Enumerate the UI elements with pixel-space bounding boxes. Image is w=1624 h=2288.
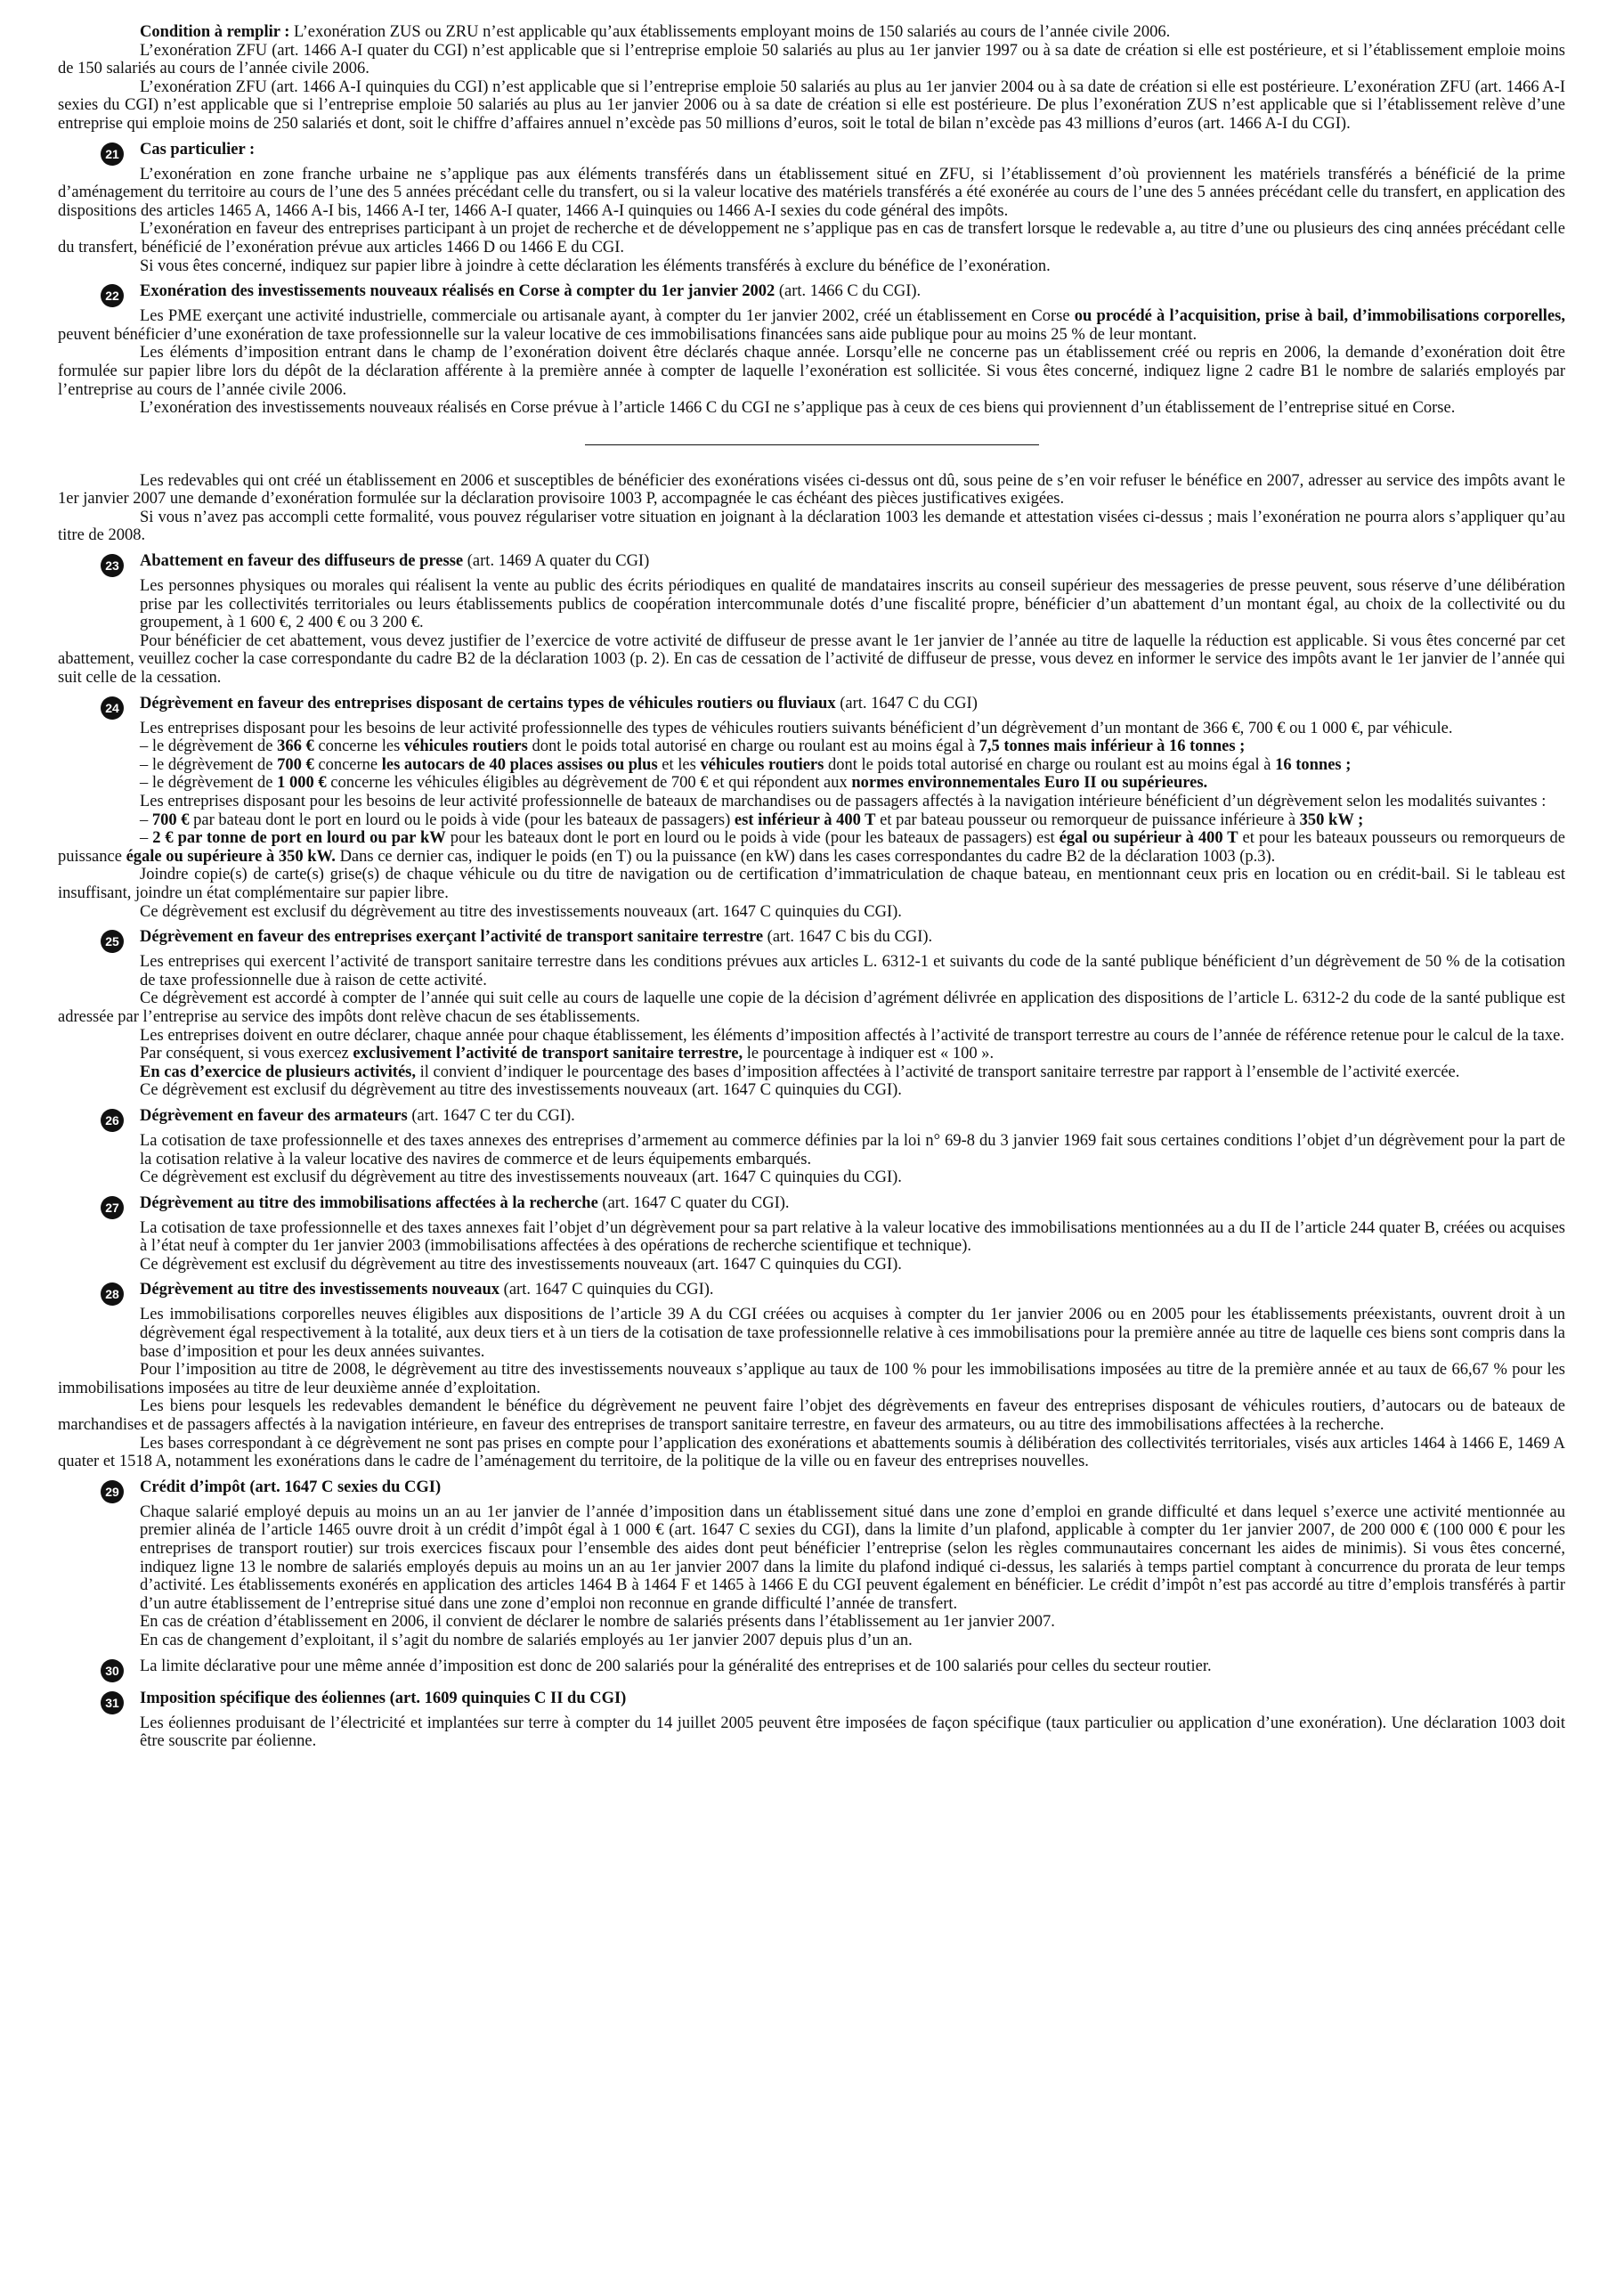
section-number-badge: 23 (101, 554, 124, 577)
section-number-badge: 24 (101, 696, 124, 720)
section-29-paragraph: En cas de création d’établissement en 2006, il convient de déclarer le nombre de salariés présents dans l’établissement au 1er janvier 2007. (140, 1613, 1055, 1632)
zfu-paragraph-2: L’exonération ZFU (art. 1466 A-I quinquies du CGI) n’est applicable que si l’entreprise emploie 50 salariés au plus au 1er janvier 2004 ou à sa date de création si elle est postérieure. L’exonération ZFU (art. 1466 A-I sexies du CGI) n’est applicable que si l’entreprise emploie 50 salariés au plus au 1er janvier 2006 ou à sa date de création si elle est postérieure. De plus l’exonération ZUS n’est applicable que si l’établissement relève d’une entreprise qui emploie moins de 250 salariés et dont, soit le chiffre d’affaires annuel n’excède pas 50 millions d’euros, soit le total de bilan n’excède pas 43 millions d’euros (art. 1466 A-I du CGI). (58, 77, 1565, 133)
section-25-paragraph: En cas d’exercice de plusieurs activités, il convient d’indiquer le pourcentage des bases d’imposition affectées à l’activité de transport sanitaire terrestre par rapport à l’ensemble de l’activité exercée. (140, 1063, 1460, 1081)
section-29-paragraph: En cas de changement d’exploitant, il s’agit du nombre de salariés employés au 1er janvier 2007 depuis plus d’un an. (140, 1631, 913, 1649)
section-21-paragraph: Si vous êtes concerné, indiquez sur papier libre à joindre à cette déclaration les éléments transférés à exclure du bénéfice de l’exonération. (140, 256, 1051, 275)
list-item: – le dégrèvement de 1 000 € concerne les véhicules éligibles au dégrèvement de 700 € et qui répondent aux normes environnementales Euro II ou supérieures. (140, 774, 1208, 793)
section-number-badge: 29 (101, 1480, 124, 1503)
section-number-badge: 22 (101, 284, 124, 307)
section-24-paragraph: Ce dégrèvement est exclusif du dégrèvement au titre des investissements nouveaux (art. 1647 C quinquies du CGI). (140, 902, 902, 921)
document-page (58, 23, 1565, 1751)
section-25-paragraph: Ce dégrèvement est exclusif du dégrèvement au titre des investissements nouveaux (art. 1647 C quinquies du CGI). (140, 1081, 902, 1100)
section-number-badge: 27 (101, 1196, 124, 1219)
section-22-paragraph: L’exonération des investissements nouveaux réalisés en Corse prévue à l’article 1466 C du CGI ne s’applique pas à ceux de ces biens qui proviennent d’un établissement de l’entreprise situé en Corse. (140, 399, 1456, 418)
section-number-badge: 30 (101, 1659, 124, 1682)
section-28-paragraph: Les biens pour lesquels les redevables demandent le bénéfice du dégrèvement ne peuvent faire l’objet des dégrèvements en faveur des entreprises disposant de véhicules routiers, d’autocars ou de bateaux de marchandises et de passagers affectés à la navigation intérieure, en faveur des entreprises de transport sanitaire terrestre, en faveur des armateurs, ou au titre des immobilisations affectées à la recherche. (58, 1397, 1565, 1435)
section-22-paragraph: Les éléments d’imposition entrant dans le champ de l’exonération doivent être déclarés chaque année. Lorsqu’elle ne concerne pas un établissement créé ou repris en 2006, la demande d’exonération doit être formulée sur papier libre lors du dépôt de la déclaration afférente à la première année à compter de laquelle l’exonération est sollicitée. Si vous êtes concerné, indiquez ligne 2 cadre B1 le nombre de salariés employés par l’entreprise au cours de l’année civile 2006. (58, 344, 1565, 399)
section-27-paragraph: La cotisation de taxe professionnelle et des taxes annexes fait l’objet d’un dégrèvement pour sa part relative à la valeur locative des immobilisations mentionnées au a du II de l’article 244 quater B, créées ou acquises à l’état neuf à compter du 1er janvier 2003 (immobilisations affectées à des opérations de recherche scientifique et technique). (140, 1218, 1565, 1256)
section-27-heading: 27 Dégrèvement au titre des immobilisations affectées à la recherche (art. 1647 C quater du CGI). (58, 1194, 1565, 1219)
section-28-paragraph: Les bases correspondant à ce dégrèvement ne sont pas prises en compte pour l’application des exonérations et abattements soumis à délibération des collectivités territoriales, visés aux articles 1464 à 1466 E, 1469 A quater et 1518 A, notamment les exonérations dans le cadre de l’aménagement du territoire, de la politique de la ville ou en faveur des entreprises nouvelles. (58, 1434, 1565, 1471)
section-26-paragraph: La cotisation de taxe professionnelle et des taxes annexes des entreprises d’armement au commerce définies par la loi n° 69-8 du 3 janvier 1969 fait sous certaines conditions l’objet d’un dégrèvement pour la part de la cotisation relative à la valeur locative des navires de commerce et de leurs équipements embarqués. (140, 1131, 1565, 1168)
section-26-paragraph: Ce dégrèvement est exclusif du dégrèvement au titre des investissements nouveaux (art. 1647 C quinquies du CGI). (140, 1168, 902, 1187)
section-21-paragraph: L’exonération en zone franche urbaine ne s’applique pas aux éléments transférés dans un établissement situé en ZFU, si l’établissement d’où proviennent les matériels transférés a bénéficié de la prime d’aménagement du territoire au cours de l’une des 5 années précédant celle du transfert, ou si la valeur locative des matériels transférés a été exonérée au cours de l’une des 5 années précédant celle du transfert, en application des dispositions des articles 1465 A, 1466 A-I bis, 1466 A-I ter, 1466 A-I quater, 1466 A-I quinquies ou 1466 A-I sexies du code général des impôts. (58, 165, 1565, 220)
list-item: – 2 € par tonne de port en lourd ou par kW pour les bateaux dont le port en lourd ou le poids à vide (pour les bateaux de passagers) est égal ou supérieur à 400 T et pour les bateaux pousseurs ou remorqueurs de puissance égale ou supérieure à 350 kW. Dans ce dernier cas, indiquer le poids (en T) ou la puissance (en kW) dans les cases correspondantes du cadre B2 de la déclaration 1003 (p.3). (58, 829, 1565, 866)
section-25-paragraph: Par conséquent, si vous exercez exclusivement l’activité de transport sanitaire terrestre, le pourcentage à indiquer est « 100 ». (140, 1045, 995, 1063)
section-23-paragraph: Pour bénéficier de cet abattement, vous devez justifier de l’exercice de votre activité de diffuseur de presse avant le 1er janvier de l’année au titre de laquelle la réduction est applicable. Si vous êtes concerné par cet abattement, veuillez cocher la case correspondante du cadre B2 de la déclaration 1003 (p. 2). En cas de cessation de l’activité de diffuseur de presse, vous devez en informer le service des impôts avant le 1er janvier de l’année qui suit celle de la cessation. (58, 631, 1565, 688)
creation-paragraph: Si vous n’avez pas accompli cette formalité, vous pouvez régulariser votre situation en joignant à la déclaration 1003 les demande et attestation visées ci-dessus ; mais l’exonération ne pourra alors s’appliquer qu’au titre de 2008. (58, 508, 1565, 545)
zfu-paragraph-1: L’exonération ZFU (art. 1466 A-I quater du CGI) n’est applicable que si l’entreprise emploie 50 salariés au plus au 1er janvier 1997 ou à sa date de création si elle est postérieure, et si l’établissement emploie moins de 150 salariés au cours de l’année civile 2006. (58, 41, 1565, 78)
section-27-paragraph: Ce dégrèvement est exclusif du dégrèvement au titre des investissements nouveaux (art. 1647 C quinquies du CGI). (140, 1255, 902, 1274)
section-22-paragraph: Les PME exerçant une activité industrielle, commerciale ou artisanale ayant, à compter du 1er janvier 2002, créé un établissement en Corse ou procédé à l’acquisition, prise à bail, d’immobilisations corporelles, peuvent bénéficier d’une exonération de taxe professionnelle sur la valeur locative de ces immobilisations financées sans aide publique pour au moins 25 % de leur montant. (58, 307, 1565, 344)
section-24-heading: 24 Dégrèvement en faveur des entreprises disposant de certains types de véhicules routiers ou fluviaux (art. 1647 C du CGI) (58, 695, 1565, 720)
list-item: – le dégrèvement de 700 € concerne les autocars de 40 places assises ou plus et les véhicules routiers dont le poids total autorisé en charge ou roulant est au moins égal à 16 tonnes ; (140, 755, 1352, 774)
section-24-paragraph: Les entreprises disposant pour les besoins de leur activité professionnelle de bateaux de marchandises ou de passagers affectés à la navigation intérieure bénéficient d’un dégrèvement selon les modalités suivantes : (140, 793, 1547, 810)
section-31-paragraph: Les éoliennes produisant de l’électricité et implantées sur terre à compter du 14 juillet 2005 peuvent être imposées de façon spécifique (taux particulier ou application d’une exonération). Une déclaration 1003 doit être souscrite par éolienne. (140, 1714, 1565, 1751)
list-item: – le dégrèvement de 366 € concerne les véhicules routiers dont le poids total autorisé en charge ou roulant est au moins égal à 7,5 tonnes mais inférieur à 16 tonnes ; (140, 737, 1246, 756)
section-number-badge: 26 (101, 1109, 124, 1132)
condition-label: Condition à remplir : (140, 23, 290, 41)
condition-paragraph: Condition à remplir : L’exonération ZUS ou ZRU n’est applicable qu’aux établissements employant moins de 150 salariés au cours de l’année civile 2006. (140, 23, 1171, 41)
section-23-paragraph: Les personnes physiques ou morales qui réalisent la vente au public des écrits périodiques en qualité de mandataires inscrits au conseil supérieur des messageries de presse peuvent, sous réserve d’une délibération prise par les collectivités territoriales ou leurs établissements publics de coopération intercommunale dotés d’une fiscalité propre, bénéficier d’un abattement d’un montant égal, au choix de la collectivité ou du groupement, à 1 600 €, 2 400 € ou 3 200 €. (140, 577, 1565, 632)
section-24-paragraph: Joindre copie(s) de carte(s) grise(s) de chaque véhicule ou du titre de navigation ou de certification d’immatriculation de chaque bateau, en mentionnant ceux pris en location ou en crédit-bail. Si le tableau est insuffisant, joindre un état complémentaire sur papier libre. (58, 866, 1565, 902)
section-28-paragraph: Pour l’imposition au titre de 2008, le dégrèvement au titre des investissements nouveaux s’applique au taux de 100 % pour les immobilisations imposées au titre de la première année et au taux de 66,67 % pour les immobilisations imposées au titre de leur deuxième année d’exploitation. (58, 1361, 1565, 1397)
section-number-badge: 21 (101, 142, 124, 166)
section-23-heading: 23 Abattement en faveur des diffuseurs de presse (art. 1469 A quater du CGI) (58, 552, 1565, 577)
separator-line (585, 444, 1039, 445)
section-29-heading: 29 Crédit d’impôt (art. 1647 C sexies du CGI) (58, 1478, 1565, 1503)
section-21-heading: 21 Cas particulier : (58, 141, 1565, 166)
section-25-heading: 25 Dégrèvement en faveur des entreprises exerçant l’activité de transport sanitaire terrestre (art. 1647 C bis du CGI). (58, 928, 1565, 953)
section-24-paragraph: Les entreprises disposant pour les besoins de leur activité professionnelle des types de véhicules routiers suivants bénéficient d’un dégrèvement d’un montant de 366 €, 700 € ou 1 000 €, par véhicule. (140, 719, 1453, 737)
section-number-badge: 25 (101, 930, 124, 953)
section-29-paragraph: Chaque salarié employé depuis au moins un an au 1er janvier de l’année d’imposition dans un établissement situé dans une zone d’emploi en grande difficulté et dans lequel s’exerce une activité mentionnée au premier alinéa de l’article 1465 ouvre droit à un crédit d’impôt égal à 1 000 € (art. 1647 C sexies du CGI), dans la limite d’un plafond, applicable à compter du 1er janvier 2007, de 200 000 € (100 000 € pour les entreprises de transport routier) sur trois exercices fiscaux pour l’ensemble des aides dont peut bénéficier l’entreprise (selon les règles communautaires concernant les aides de minimis). Si vous êtes concerné, indiquez ligne 13 le nombre de salariés employés depuis au moins un an au 1er janvier 2007 dans la limite du plafond indiqué ci-dessus, les salariés à temps partiel comptant à concurrence du prorata de leur temps d’activité. Les établissements exonérés en application des articles 1464 B à 1464 F et 1465 à 1466 E du CGI peuvent également en bénéficier. Le crédit d’impôt n’est pas accordé au titre d’emplois transférés à partir d’un autre établissement de l’entreprise situé dans une zone d’emploi non reconnue en grande difficulté l’année de transfert. (140, 1502, 1565, 1613)
creation-paragraph: Les redevables qui ont créé un établissement en 2006 et susceptibles de bénéficier des exonérations visées ci-dessus ont dû, sous peine de s’en voir refuser le bénéfice en 2007, adresser au service des impôts avant le 1er janvier 2007 une demande d’exonération formulée sur la déclaration provisoire 1003 P, accompagnée le cas échéant des pièces justificatives exigées. (58, 471, 1565, 509)
section-30-paragraph: 30 La limite déclarative pour une même année d’imposition est donc de 200 salariés pour la généralité des entreprises et de 100 salariés pour celles du secteur routier. (58, 1657, 1565, 1682)
section-number-badge: 31 (101, 1691, 124, 1714)
section-21-paragraph: L’exonération en faveur des entreprises participant à un projet de recherche et de développement ne s’applique pas en cas de transfert lorsque le redevable a, au titre d’une ou plusieurs des cinq années précédant celle du transfert, bénéficié de l’exonération prévue aux articles 1466 D ou 1466 E du CGI. (58, 220, 1565, 256)
section-26-heading: 26 Dégrèvement en faveur des armateurs (art. 1647 C ter du CGI). (58, 1107, 1565, 1132)
section-28-paragraph: Les immobilisations corporelles neuves éligibles aux dispositions de l’article 39 A du CGI créées ou acquises à compter du 1er janvier 2006 ou en 2005 pour les établissements préexistants, ouvrent droit à un dégrèvement égal respectivement à la totalité, aux deux tiers et à un tiers de la cotisation de taxe professionnelle relative à ces immobilisations pour la première année au titre de laquelle ces biens sont compris dans la base d’imposition et pour les deux années suivantes. (140, 1306, 1565, 1361)
section-25-paragraph: Ce dégrèvement est accordé à compter de l’année qui suit celle au cours de laquelle une copie de la décision d’agrément délivrée en application des dispositions de l’article L. 6312-2 du code de la santé publique est adressée par l’entreprise au service des impôts dont relève chacun de ses établissements. (58, 989, 1565, 1026)
section-28-heading: 28 Dégrèvement au titre des investissements nouveaux (art. 1647 C quinquies du CGI). (58, 1281, 1565, 1306)
section-22-heading: 22 Exonération des investissements nouveaux réalisés en Corse à compter du 1er janvier 2002 (art. 1466 C du CGI). (58, 282, 1565, 307)
section-number-badge: 28 (101, 1282, 124, 1306)
section-25-paragraph: Les entreprises qui exercent l’activité de transport sanitaire terrestre dans les conditions prévues aux articles L. 6312-1 et suivants du code de la santé publique bénéficient d’un dégrèvement de 50 % de la cotisation de taxe professionnelle due à raison de cette activité. (140, 953, 1565, 989)
section-31-heading: 31 Imposition spécifique des éoliennes (art. 1609 quinquies C II du CGI) (58, 1690, 1565, 1714)
section-25-paragraph: Les entreprises doivent en outre déclarer, chaque année pour chaque établissement, les éléments d’imposition affectés à l’activité de transport terrestre au cours de l’année de référence retenue pour le calcul de la taxe. (140, 1026, 1564, 1045)
list-item: – 700 € par bateau dont le port en lourd ou le poids à vide (pour les bateaux de passagers) est inférieur à 400 T et par bateau pousseur ou remorqueur de puissance inférieure à 350 kW ; (140, 810, 1364, 829)
